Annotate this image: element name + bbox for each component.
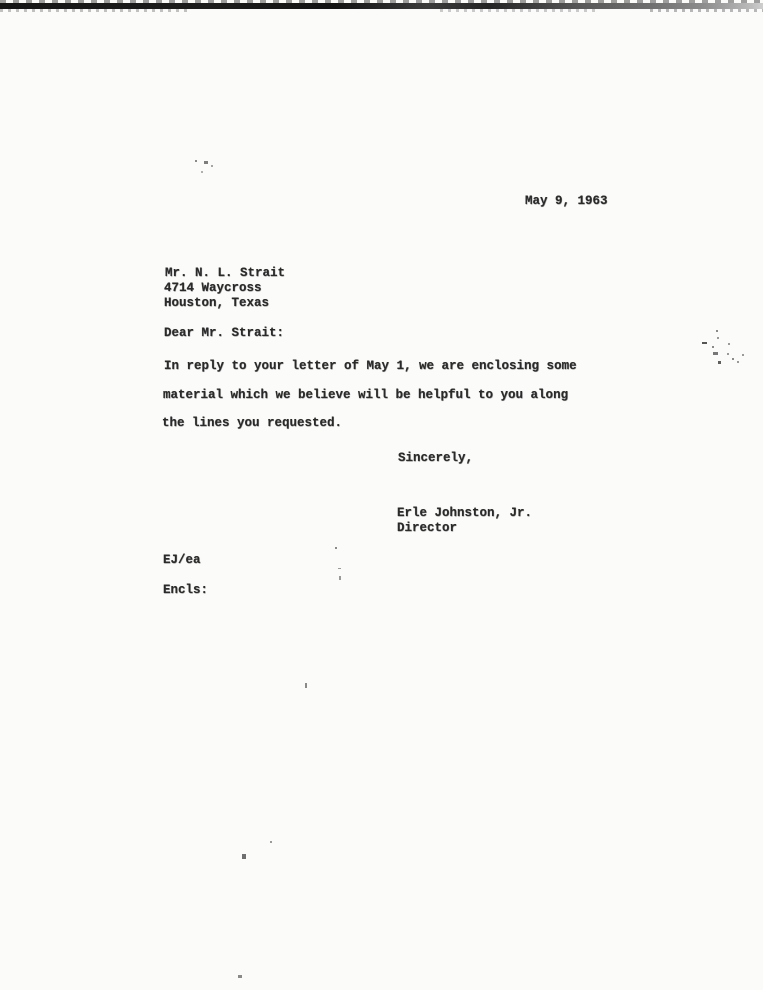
scan-speck [717, 337, 719, 339]
closing: Sincerely, [398, 451, 474, 465]
scan-speck [727, 353, 729, 355]
scan-speck [742, 354, 744, 356]
body-line-1: In reply to your letter of May 1, we are enclosing some [164, 359, 577, 373]
scan-speck [732, 358, 734, 360]
recipient-name: Mr. N. L. Strait [165, 266, 286, 280]
scan-speck [242, 854, 246, 859]
recipient-city: Houston, Texas [164, 296, 270, 310]
scan-speck [716, 330, 718, 332]
letter-date: May 9, 1963 [525, 194, 608, 208]
enclosure-notation: Encls: [163, 583, 209, 597]
scan-speck [712, 346, 714, 348]
scan-speck [702, 342, 707, 344]
scan-speck [718, 361, 721, 364]
scan-speck [238, 975, 242, 978]
salutation: Dear Mr. Strait: [164, 326, 285, 340]
scan-speck [338, 568, 341, 569]
scan-speck [713, 352, 718, 355]
scan-speck [201, 171, 203, 173]
scan-speck [270, 841, 272, 843]
scan-fray-middle [440, 9, 600, 12]
scan-speck [195, 160, 197, 162]
scan-speck [335, 547, 337, 549]
scan-speck [204, 161, 208, 164]
scan-fray-left [0, 9, 190, 12]
recipient-street: 4714 Waycross [164, 281, 262, 295]
scan-speck [728, 343, 730, 345]
scan-fray-right [650, 9, 763, 12]
scan-edge-artifact [0, 0, 763, 14]
scan-speck [211, 165, 213, 167]
scan-speck [339, 576, 341, 580]
body-line-3: the lines you requested. [162, 416, 343, 430]
typist-initials: EJ/ea [163, 553, 201, 567]
scan-speck [305, 683, 307, 688]
body-line-2: material which we believe will be helpful to you along [163, 388, 569, 402]
signer-name: Erle Johnston, Jr. [397, 506, 533, 520]
signer-title: Director [397, 521, 458, 535]
scan-speck [737, 361, 739, 363]
